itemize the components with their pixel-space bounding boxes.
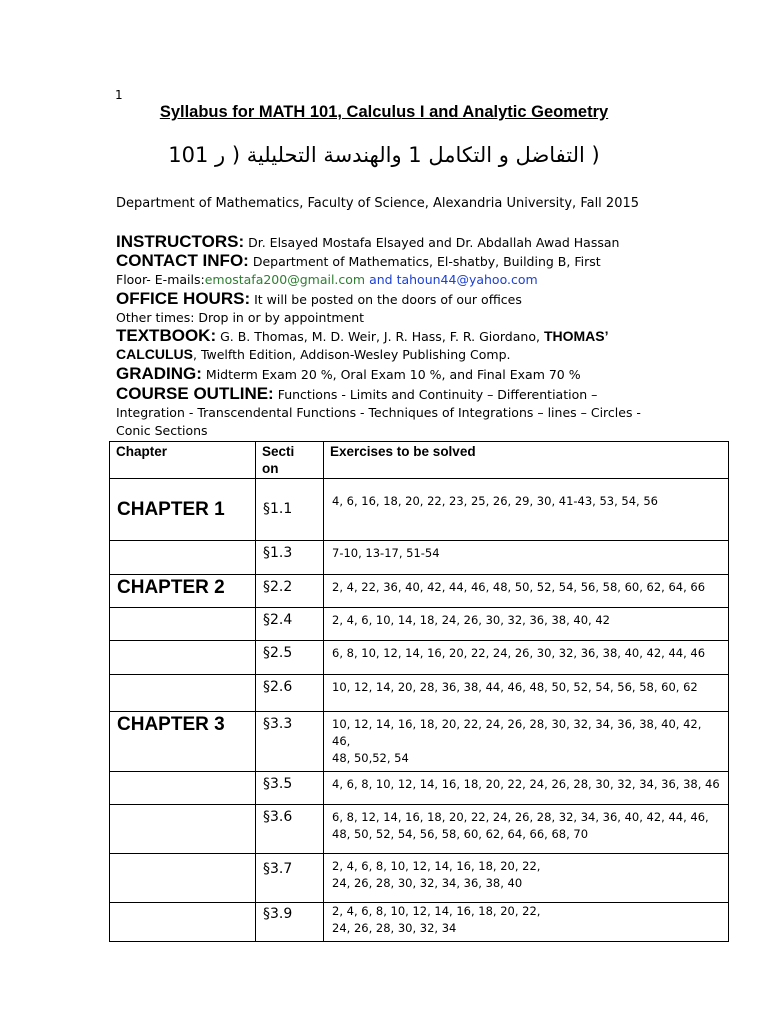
- section-cell: §3.3: [256, 712, 324, 772]
- course-outline-value: Functions - Limits and Continuity – Differentiation –: [273, 387, 598, 402]
- course-outline-label: COURSE OUTLINE:: [116, 384, 274, 403]
- course-outline-line: [116, 384, 597, 404]
- textbook-value: G. B. Thomas, M. D. Weir, J. R. Hass, F. R. Giordano,: [216, 329, 544, 344]
- grading-value: Midterm Exam 20 %, Oral Exam 10 %, and Final Exam 70 %: [201, 367, 581, 382]
- table-row: [110, 854, 729, 903]
- exercises-line-1: 2, 4, 6, 10, 14, 18, 24, 26, 30, 32, 36, 38, 40, 42: [332, 613, 610, 627]
- header-section-part-2: on: [262, 461, 279, 476]
- arabic-title: ( التفاضل و التكامل 1 والهندسة التحليلية ( ر 101: [168, 143, 600, 167]
- exercises-cell: [324, 772, 729, 805]
- instructors-line: [116, 232, 619, 252]
- other-times-line: Other times: Drop in or by appointment: [116, 310, 365, 325]
- office-hours-line: [116, 289, 522, 309]
- chapter-cell: [110, 641, 256, 675]
- chapter-cell: CHAPTER 3: [110, 712, 256, 772]
- instructors-value: Dr. Elsayed Mostafa Elsayed and Dr. Abdallah Awad Hassan: [244, 235, 620, 250]
- exercises-cell: [324, 805, 729, 854]
- exercises-cell: [324, 712, 729, 772]
- chapter-cell: [110, 675, 256, 712]
- instructors-label: INSTRUCTORS:: [116, 232, 245, 251]
- exercises-cell: [324, 903, 729, 942]
- contact-label: CONTACT INFO:: [116, 251, 249, 270]
- section-cell: §1.3: [256, 541, 324, 575]
- grading-line: [116, 364, 581, 384]
- section-cell: §3.9: [256, 903, 324, 942]
- exercises-table: [109, 441, 729, 942]
- department-line: Department of Mathematics, Faculty of Science, Alexandria University, Fall 2015: [116, 196, 640, 211]
- table-row: [110, 903, 729, 942]
- emails-line: [116, 272, 538, 287]
- chapter-cell: [110, 772, 256, 805]
- email-link-2[interactable]: and tahoun44@yahoo.com: [365, 272, 538, 287]
- table-row: [110, 805, 729, 854]
- exercises-line-2: 24, 26, 28, 30, 32, 34: [332, 921, 457, 935]
- section-cell: §2.4: [256, 608, 324, 641]
- textbook-value-2: , Twelfth Edition, Addison-Wesley Publishing Comp.: [193, 347, 511, 362]
- section-cell: §3.6: [256, 805, 324, 854]
- table-row: [110, 575, 729, 608]
- table-row: [110, 479, 729, 541]
- exercises-cell: [324, 541, 729, 575]
- contact-line: [116, 251, 601, 271]
- exercises-cell: [324, 575, 729, 608]
- exercises-line-1: 2, 4, 6, 8, 10, 12, 14, 16, 18, 20, 22,: [332, 904, 541, 918]
- exercises-line-1: 6, 8, 10, 12, 14, 16, 20, 22, 24, 26, 30, 32, 36, 38, 40, 42, 44, 46: [332, 646, 706, 660]
- chapter-cell: CHAPTER 2: [110, 575, 256, 608]
- contact-value: Department of Mathematics, El-shatby, Building B, First: [248, 254, 601, 269]
- section-cell: §2.2: [256, 575, 324, 608]
- emails-prefix: Floor- E-mails:: [116, 272, 205, 287]
- exercises-line-2: 48, 50, 52, 54, 56, 58, 60, 62, 64, 66, 68, 70: [332, 827, 589, 841]
- chapter-cell: [110, 854, 256, 903]
- chapter-cell: CHAPTER 1: [110, 479, 256, 541]
- chapter-cell: [110, 541, 256, 575]
- email-link-1[interactable]: emostafa200@gmail.com: [204, 272, 366, 287]
- table-row: [110, 641, 729, 675]
- exercises-line-1: 6, 8, 12, 14, 16, 18, 20, 22, 24, 26, 28, 32, 34, 36, 40, 42, 44, 46,: [332, 810, 709, 824]
- table-row: [110, 675, 729, 712]
- table-row: [110, 772, 729, 805]
- exercises-line-1: 10, 12, 14, 16, 18, 20, 22, 24, 26, 28, 30, 32, 34, 36, 38, 40, 42, 46,: [332, 717, 702, 748]
- textbook-line-2: [116, 346, 511, 362]
- section-cell: §2.6: [256, 675, 324, 712]
- exercises-line-2: 24, 26, 28, 30, 32, 34, 36, 38, 40: [332, 876, 523, 890]
- grading-label: GRADING:: [116, 364, 202, 383]
- exercises-line-1: 4, 6, 16, 18, 20, 22, 23, 25, 26, 29, 30, 41-43, 53, 54, 56: [332, 494, 659, 508]
- exercises-line-2: 48, 50,52, 54: [332, 751, 409, 765]
- textbook-line: [116, 326, 609, 346]
- exercises-line-1: 2, 4, 22, 36, 40, 42, 44, 46, 48, 50, 52, 54, 56, 58, 60, 62, 64, 66: [332, 580, 706, 594]
- exercises-cell: [324, 479, 729, 541]
- course-outline-line-2: Integration - Transcendental Functions - Techniques of Integrations – lines – Circles -: [116, 405, 641, 420]
- exercises-cell: [324, 641, 729, 675]
- table-row: [110, 541, 729, 575]
- section-cell: §3.5: [256, 772, 324, 805]
- page-title: Syllabus for MATH 101, Calculus I and Analytic Geometry: [159, 103, 609, 121]
- exercises-line-1: 10, 12, 14, 20, 28, 36, 38, 44, 46, 48, 50, 52, 54, 56, 58, 60, 62: [332, 680, 698, 694]
- table-row: [110, 608, 729, 641]
- textbook-label: TEXTBOOK:: [116, 326, 217, 345]
- page-number: 1: [115, 88, 123, 102]
- header-section-part-1: Secti: [262, 444, 295, 459]
- chapter-cell: [110, 805, 256, 854]
- exercises-line-1: 2, 4, 6, 8, 10, 12, 14, 16, 18, 20, 22,: [332, 859, 541, 873]
- exercises-cell: [324, 675, 729, 712]
- course-outline-line-3: Conic Sections: [116, 423, 208, 438]
- section-cell: §1.1: [256, 479, 324, 541]
- textbook-title-1: THOMAS’: [543, 328, 609, 344]
- chapter-cell: [110, 608, 256, 641]
- chapter-cell: [110, 903, 256, 942]
- header-exercises: Exercises to be solved: [324, 442, 729, 479]
- exercises-cell: [324, 608, 729, 641]
- section-cell: §2.5: [256, 641, 324, 675]
- exercises-line-1: 4, 6, 8, 10, 12, 14, 16, 18, 20, 22, 24, 26, 28, 30, 32, 34, 36, 38, 46: [332, 777, 720, 791]
- header-chapter: Chapter: [110, 442, 256, 479]
- exercises-line-1: 7-10, 13-17, 51-54: [332, 546, 440, 560]
- office-hours-value: It will be posted on the doors of our offices: [250, 292, 522, 307]
- section-cell: §3.7: [256, 854, 324, 903]
- office-hours-label: OFFICE HOURS:: [116, 289, 251, 308]
- table-header-row: [110, 442, 729, 479]
- table-row: [110, 712, 729, 772]
- header-section: [256, 442, 324, 479]
- exercises-cell: [324, 854, 729, 903]
- textbook-title-2: CALCULUS: [116, 346, 193, 362]
